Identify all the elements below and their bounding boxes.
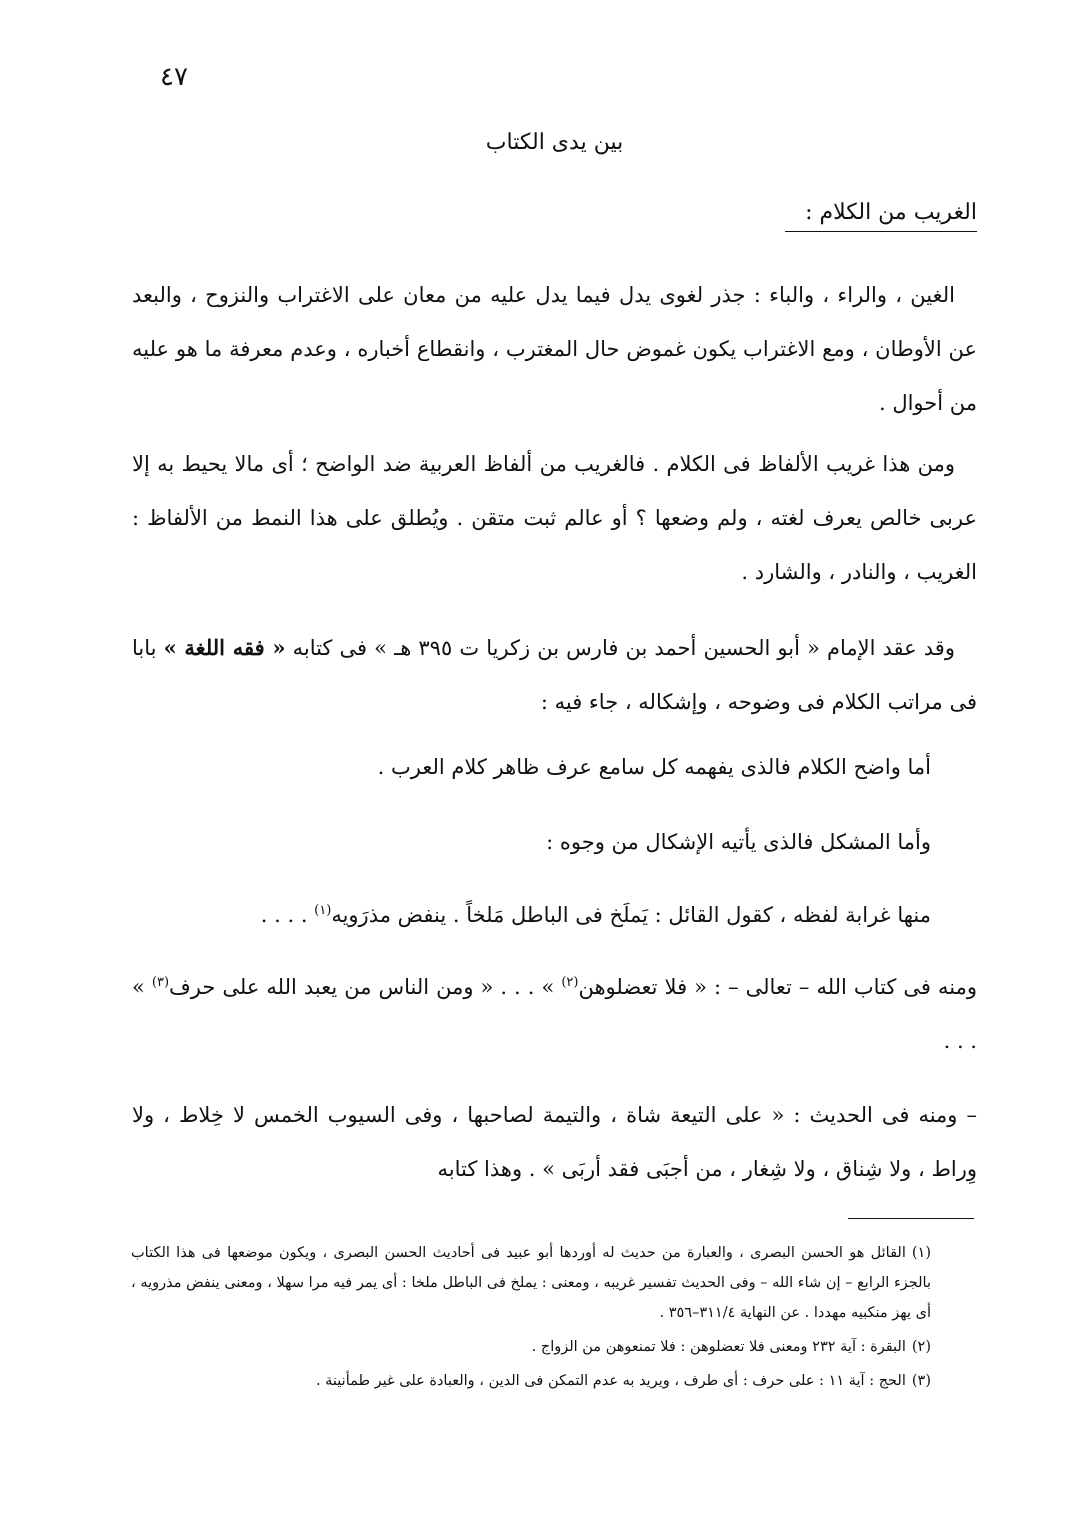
footnote-2-text: البقرة : آية ٢٣٢ ومعنى فلا تعضلوهن : فلا تمنعوهن من الزواج . — [531, 1339, 906, 1355]
footnote-3 — [131, 1366, 931, 1396]
footnote-separator — [848, 1218, 974, 1219]
footnote-ref-3: (٣) — [151, 975, 170, 990]
quote-clear-speech: أما واضح الكلام فالذى يفهمه كل سامع عرف ظاهر كلام العرب . — [377, 755, 931, 779]
footnotes — [131, 1238, 931, 1398]
footnote-3-text: الحج : آية ١١ : على حرف : أى طرف ، ويريد به عدم التمكن فى الدين ، والعبادة على غير طمأنينة . — [315, 1373, 906, 1389]
ibn-faris-intro: وقد عقد الإمام « أبو الحسين أحمد بن فارس بن زكريا ت ٣٩٥ هـ » فى كتابه — [285, 636, 955, 660]
quote-strange-word-text: منها غرابة لفظه ، كقول القائل : يَملَخ فى الباطل مَلخاً . ينفض مذرَويه — [331, 903, 931, 927]
book-title: « فقه اللغة » — [163, 635, 286, 660]
section-title: الغريب من الكلام : — [785, 200, 977, 232]
quote-quran — [132, 960, 977, 1068]
quote-hadith: – ومنه فى الحديث : « على التيعة شاة ، والتيمة لصاحبها ، وفى السيوب الخمس لا خِلاط ، ولا وِراط ، ولا شِناق ، ولا شِغار ، من أجبَى فقد أربَى » . وهذا كتابه — [132, 1103, 977, 1181]
paragraph-definition: الغين ، والراء ، والباء : جذر لغوى يدل فيما يدل عليه من معان على الاغتراب والنزوح ، والبعد عن الأوطان ، ومع الاغتراب يكون غموض حال المغترب ، وانقطاع أخباره ، وعدم معرفة ما هو عليه من أحوال . — [132, 283, 977, 415]
footnote-ref-2: (٢) — [561, 975, 579, 990]
footnote-2 — [131, 1332, 931, 1362]
ibn-faris-rest: بابا فى مراتب الكلام فى وضوحه ، وإشكاله ، جاء فيه : — [132, 636, 977, 714]
quote-quran-part-2: » . . . « ومن الناس من يعبد الله على حرف — [169, 975, 562, 999]
quote-strange-word-end: . . . . — [260, 903, 315, 927]
quote-quran-part-3: » . . . — [132, 975, 977, 1053]
footnote-1 — [131, 1238, 931, 1328]
footnote-1-number: (١) — [911, 1245, 931, 1261]
paragraph-ibn-faris — [132, 621, 977, 729]
quote-ambiguous-speech: وأما المشكل فالذى يأتيه الإشكال من وجوه : — [546, 830, 931, 854]
page-number: ٤٧ — [160, 62, 188, 92]
footnote-2-number: (٢) — [911, 1339, 931, 1355]
footnote-ref-1: (١) — [314, 903, 332, 918]
running-head: بين يدى الكتاب — [485, 130, 624, 155]
footnote-1-text: القائل هو الحسن البصرى ، والعبارة من حديث له أوردها أبو عبيد فى أحاديث الحسن البصرى ، ويكون موضعها فى هذا الكتاب بالجزء الرابع – إن شاء الله – وفى الحديث تفسير غريبه ، ومعنى : يملخ فى الباطل ملخا : أى يمر فيه مرا سهلا ، ومعنى ينفض مذرويه ، أى يهز منكبيه مهددا . عن النهاية ٣١١/٤–٣٥٦ . — [131, 1245, 931, 1321]
footnote-3-number: (٣) — [911, 1373, 931, 1389]
quote-strange-word — [131, 888, 931, 942]
quote-quran-part-1: ومنه فى كتاب الله – تعالى – : « فلا تعضلوهن — [578, 975, 977, 999]
paragraph-gharib-words: ومن هذا غريب الألفاظ فى الكلام . فالغريب من ألفاظ العربية ضد الواضح ؛ أى مالا يحيط به إلا عربى خالص يعرف لغته ، ولم وضعها ؟ أو عالم ثبت متقن . ويُطلق على هذا النمط من الألفاظ : الغريب ، والنادر ، والشارد . — [132, 452, 977, 584]
